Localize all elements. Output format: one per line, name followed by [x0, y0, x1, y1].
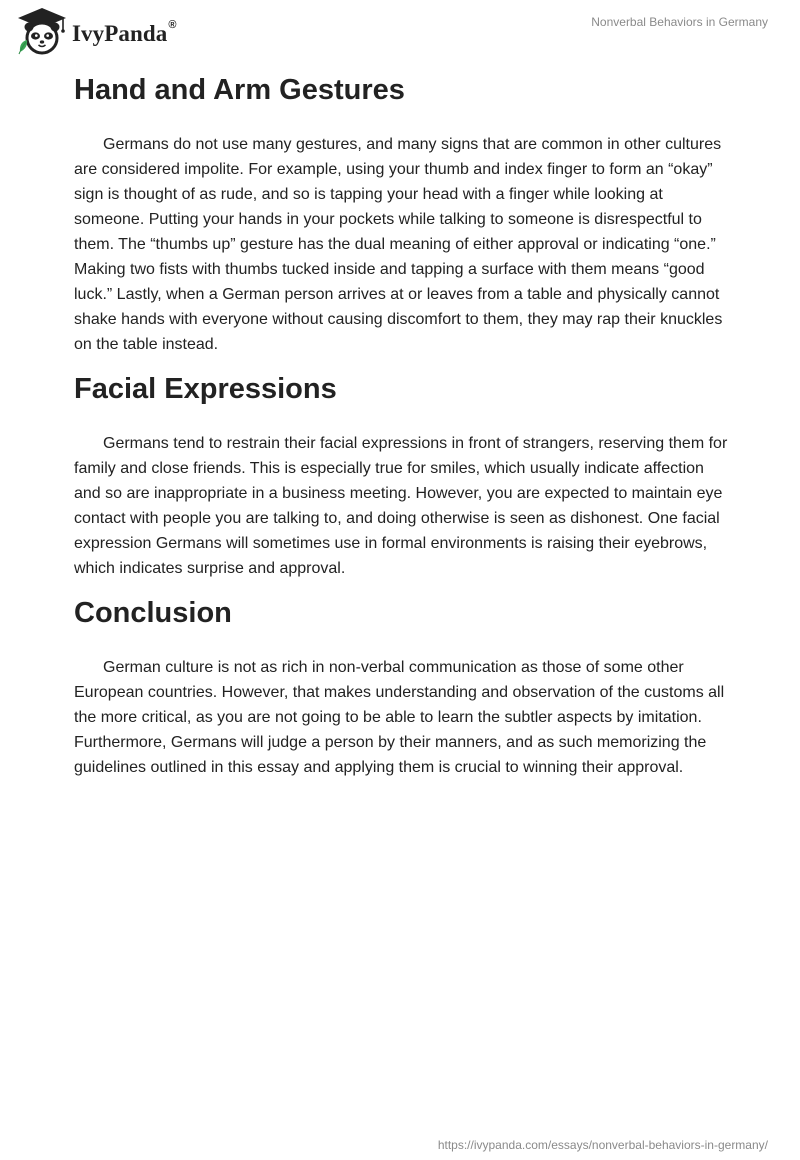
- section-facial-expressions: [74, 371, 734, 581]
- section-paragraph: Germans tend to restrain their facial expressions in front of strangers, reserving them for family and close friends. This is especially true for smiles, which usually indicate affection and so are inappropriate in a business meeting. However, you are expected to maintain eye contact with people you are talking to, and doing otherwise is seen as dishonest. One facial expression Germans will sometimes use in formal environments is raising their eyebrows, which indicates surprise and approval.: [74, 435, 728, 577]
- section-paragraph: Germans do not use many gestures, and many signs that are common in other cultures are considered impolite. For example, using your thumb and index finger to form an “okay” sign is thought of as rude, and so is tapping your head with a finger while looking at someone. Putting your hands in your pockets while talking to someone is disrespectful to them. The “thumbs up” gesture has the dual meaning of either approval or indicating “one.” Making two fists with thumbs tucked inside and tapping a surface with them means “good luck.” Lastly, when a German person arrives at or leaves from a table and physically cannot shake hands with everyone without causing discomfort to them, they may rap their knuckles on the table instead.: [74, 136, 723, 353]
- logo-wordmark: [72, 21, 177, 47]
- section-hand-and-arm-gestures: [74, 72, 734, 357]
- document-title: Nonverbal Behaviors in Germany: [591, 15, 768, 29]
- section-paragraph: German culture is not as rich in non-verbal communication as those of some other European countries. However, that makes understanding and observation of the customs all the more critical, as you are not going to be able to learn the subtler aspects by imitation. Furthermore, Germans will judge a person by their manners, and as such memorizing the guidelines outlined in this essay and applying them is crucial to winning their approval.: [74, 659, 725, 776]
- logo-name: IvyPanda: [72, 21, 168, 46]
- section-heading: Facial Expressions: [74, 373, 337, 405]
- section-conclusion: [74, 595, 734, 780]
- panda-graduate-icon: [14, 6, 70, 58]
- ivypanda-logo[interactable]: [14, 6, 177, 58]
- section-heading: Hand and Arm Gestures: [74, 74, 405, 106]
- section-heading: Conclusion: [74, 597, 232, 629]
- source-url-link[interactable]: https://ivypanda.com/essays/nonverbal-behaviors-in-germany/: [437, 1138, 768, 1152]
- essay-content: [74, 72, 734, 794]
- registered-mark: ®: [168, 19, 177, 31]
- page-header: [0, 0, 800, 64]
